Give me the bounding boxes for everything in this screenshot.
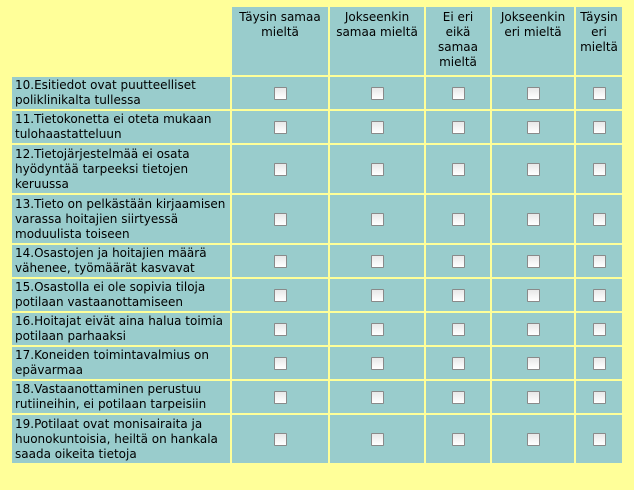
answer-checkbox[interactable] — [593, 255, 606, 268]
answer-checkbox[interactable] — [527, 289, 540, 302]
answer-cell — [426, 245, 490, 277]
answer-checkbox[interactable] — [371, 213, 384, 226]
answer-checkbox[interactable] — [274, 357, 287, 370]
answer-checkbox[interactable] — [527, 433, 540, 446]
question-label: 13.Tieto on pelkästään kirjaamisen varassa hoitajien siirtyessä moduulista toiseen — [12, 195, 230, 243]
column-header-strongly-disagree: Täysin eri mieltä — [576, 7, 622, 75]
answer-checkbox[interactable] — [371, 289, 384, 302]
answer-cell — [492, 415, 574, 463]
answer-cell — [232, 77, 328, 109]
answer-checkbox[interactable] — [274, 163, 287, 176]
answer-checkbox[interactable] — [371, 323, 384, 336]
answer-checkbox[interactable] — [527, 323, 540, 336]
table-row — [12, 77, 622, 109]
answer-cell — [232, 279, 328, 311]
answer-cell — [330, 313, 424, 345]
answer-cell — [492, 245, 574, 277]
answer-cell — [492, 279, 574, 311]
table-row — [12, 245, 622, 277]
answer-cell — [576, 381, 622, 413]
answer-checkbox[interactable] — [371, 357, 384, 370]
answer-checkbox[interactable] — [274, 213, 287, 226]
answer-checkbox[interactable] — [371, 391, 384, 404]
answer-checkbox[interactable] — [593, 433, 606, 446]
table-row — [12, 195, 622, 243]
answer-checkbox[interactable] — [274, 433, 287, 446]
answer-cell — [492, 313, 574, 345]
answer-cell — [330, 347, 424, 379]
answer-checkbox[interactable] — [593, 391, 606, 404]
column-header-neutral: Ei eri eikä samaa mieltä — [426, 7, 490, 75]
answer-checkbox[interactable] — [527, 87, 540, 100]
answer-cell — [330, 111, 424, 143]
table-row — [12, 279, 622, 311]
answer-cell — [426, 415, 490, 463]
answer-cell — [232, 195, 328, 243]
answer-cell — [576, 111, 622, 143]
answer-checkbox[interactable] — [371, 87, 384, 100]
answer-checkbox[interactable] — [527, 255, 540, 268]
question-label: 15.Osastolla ei ole sopivia tiloja potilaan vastaanottamiseen — [12, 279, 230, 311]
column-header-somewhat-agree: Jokseenkin samaa mieltä — [330, 7, 424, 75]
answer-checkbox[interactable] — [274, 289, 287, 302]
answer-checkbox[interactable] — [274, 391, 287, 404]
answer-cell — [576, 313, 622, 345]
answer-cell — [426, 381, 490, 413]
answer-cell — [492, 111, 574, 143]
table-row — [12, 111, 622, 143]
answer-cell — [232, 111, 328, 143]
answer-checkbox[interactable] — [274, 87, 287, 100]
answer-checkbox[interactable] — [274, 121, 287, 134]
answer-cell — [232, 381, 328, 413]
answer-cell — [576, 347, 622, 379]
answer-cell — [576, 279, 622, 311]
answer-cell — [232, 313, 328, 345]
answer-checkbox[interactable] — [593, 289, 606, 302]
answer-checkbox[interactable] — [371, 121, 384, 134]
answer-checkbox[interactable] — [452, 255, 465, 268]
answer-checkbox[interactable] — [452, 121, 465, 134]
answer-checkbox[interactable] — [452, 433, 465, 446]
question-label: 17.Koneiden toimintavalmius on epävarmaa — [12, 347, 230, 379]
column-header-strongly-agree: Täysin samaa mieltä — [232, 7, 328, 75]
answer-cell — [330, 77, 424, 109]
question-label: 12.Tietojärjestelmää ei osata hyödyntää tarpeeksi tietojen keruussa — [12, 145, 230, 193]
question-label: 19.Potilaat ovat monisairaita ja huonokuntoisia, heiltä on hankala saada oikeita tietoja — [12, 415, 230, 463]
answer-checkbox[interactable] — [593, 87, 606, 100]
answer-checkbox[interactable] — [527, 391, 540, 404]
answer-cell — [426, 195, 490, 243]
answer-checkbox[interactable] — [593, 357, 606, 370]
answer-cell — [576, 245, 622, 277]
header-row — [12, 7, 622, 75]
answer-checkbox[interactable] — [527, 121, 540, 134]
answer-checkbox[interactable] — [452, 357, 465, 370]
answer-checkbox[interactable] — [527, 163, 540, 176]
answer-checkbox[interactable] — [371, 255, 384, 268]
question-label: 14.Osastojen ja hoitajien määrä vähenee, työmäärät kasvavat — [12, 245, 230, 277]
column-header-somewhat-disagree: Jokseenkin eri mieltä — [492, 7, 574, 75]
answer-cell — [576, 195, 622, 243]
answer-cell — [426, 347, 490, 379]
likert-survey-table — [10, 5, 624, 465]
answer-checkbox[interactable] — [593, 323, 606, 336]
answer-checkbox[interactable] — [274, 323, 287, 336]
answer-checkbox[interactable] — [452, 289, 465, 302]
answer-cell — [426, 279, 490, 311]
answer-cell — [232, 145, 328, 193]
table-row — [12, 415, 622, 463]
answer-cell — [330, 415, 424, 463]
answer-cell — [330, 195, 424, 243]
answer-cell — [330, 145, 424, 193]
answer-checkbox[interactable] — [452, 87, 465, 100]
question-label: 18.Vastaanottaminen perustuu rutiineihin, ei potilaan tarpeisiin — [12, 381, 230, 413]
answer-checkbox[interactable] — [593, 163, 606, 176]
answer-checkbox[interactable] — [452, 163, 465, 176]
answer-cell — [426, 111, 490, 143]
answer-cell — [426, 145, 490, 193]
answer-cell — [426, 313, 490, 345]
answer-checkbox[interactable] — [452, 213, 465, 226]
answer-cell — [576, 415, 622, 463]
answer-checkbox[interactable] — [527, 213, 540, 226]
table-row — [12, 347, 622, 379]
answer-checkbox[interactable] — [527, 357, 540, 370]
answer-checkbox[interactable] — [371, 163, 384, 176]
answer-checkbox[interactable] — [452, 391, 465, 404]
answer-cell — [232, 347, 328, 379]
question-label: 11.Tietokonetta ei oteta mukaan tulohaastatteluun — [12, 111, 230, 143]
answer-checkbox[interactable] — [371, 433, 384, 446]
answer-cell — [492, 347, 574, 379]
question-label: 10.Esitiedot ovat puutteelliset poliklinikalta tullessa — [12, 77, 230, 109]
answer-cell — [492, 195, 574, 243]
answer-cell — [576, 77, 622, 109]
answer-cell — [492, 145, 574, 193]
answer-checkbox[interactable] — [274, 255, 287, 268]
answer-cell — [492, 381, 574, 413]
answer-checkbox[interactable] — [593, 213, 606, 226]
corner-cell — [12, 7, 230, 75]
question-label: 16.Hoitajat eivät aina halua toimia potilaan parhaaksi — [12, 313, 230, 345]
answer-cell — [232, 415, 328, 463]
answer-cell — [492, 77, 574, 109]
answer-cell — [232, 245, 328, 277]
answer-cell — [576, 145, 622, 193]
answer-checkbox[interactable] — [452, 323, 465, 336]
answer-cell — [330, 279, 424, 311]
table-row — [12, 313, 622, 345]
answer-cell — [426, 77, 490, 109]
table-row — [12, 145, 622, 193]
table-row — [12, 381, 622, 413]
answer-cell — [330, 245, 424, 277]
answer-cell — [330, 381, 424, 413]
answer-checkbox[interactable] — [593, 121, 606, 134]
